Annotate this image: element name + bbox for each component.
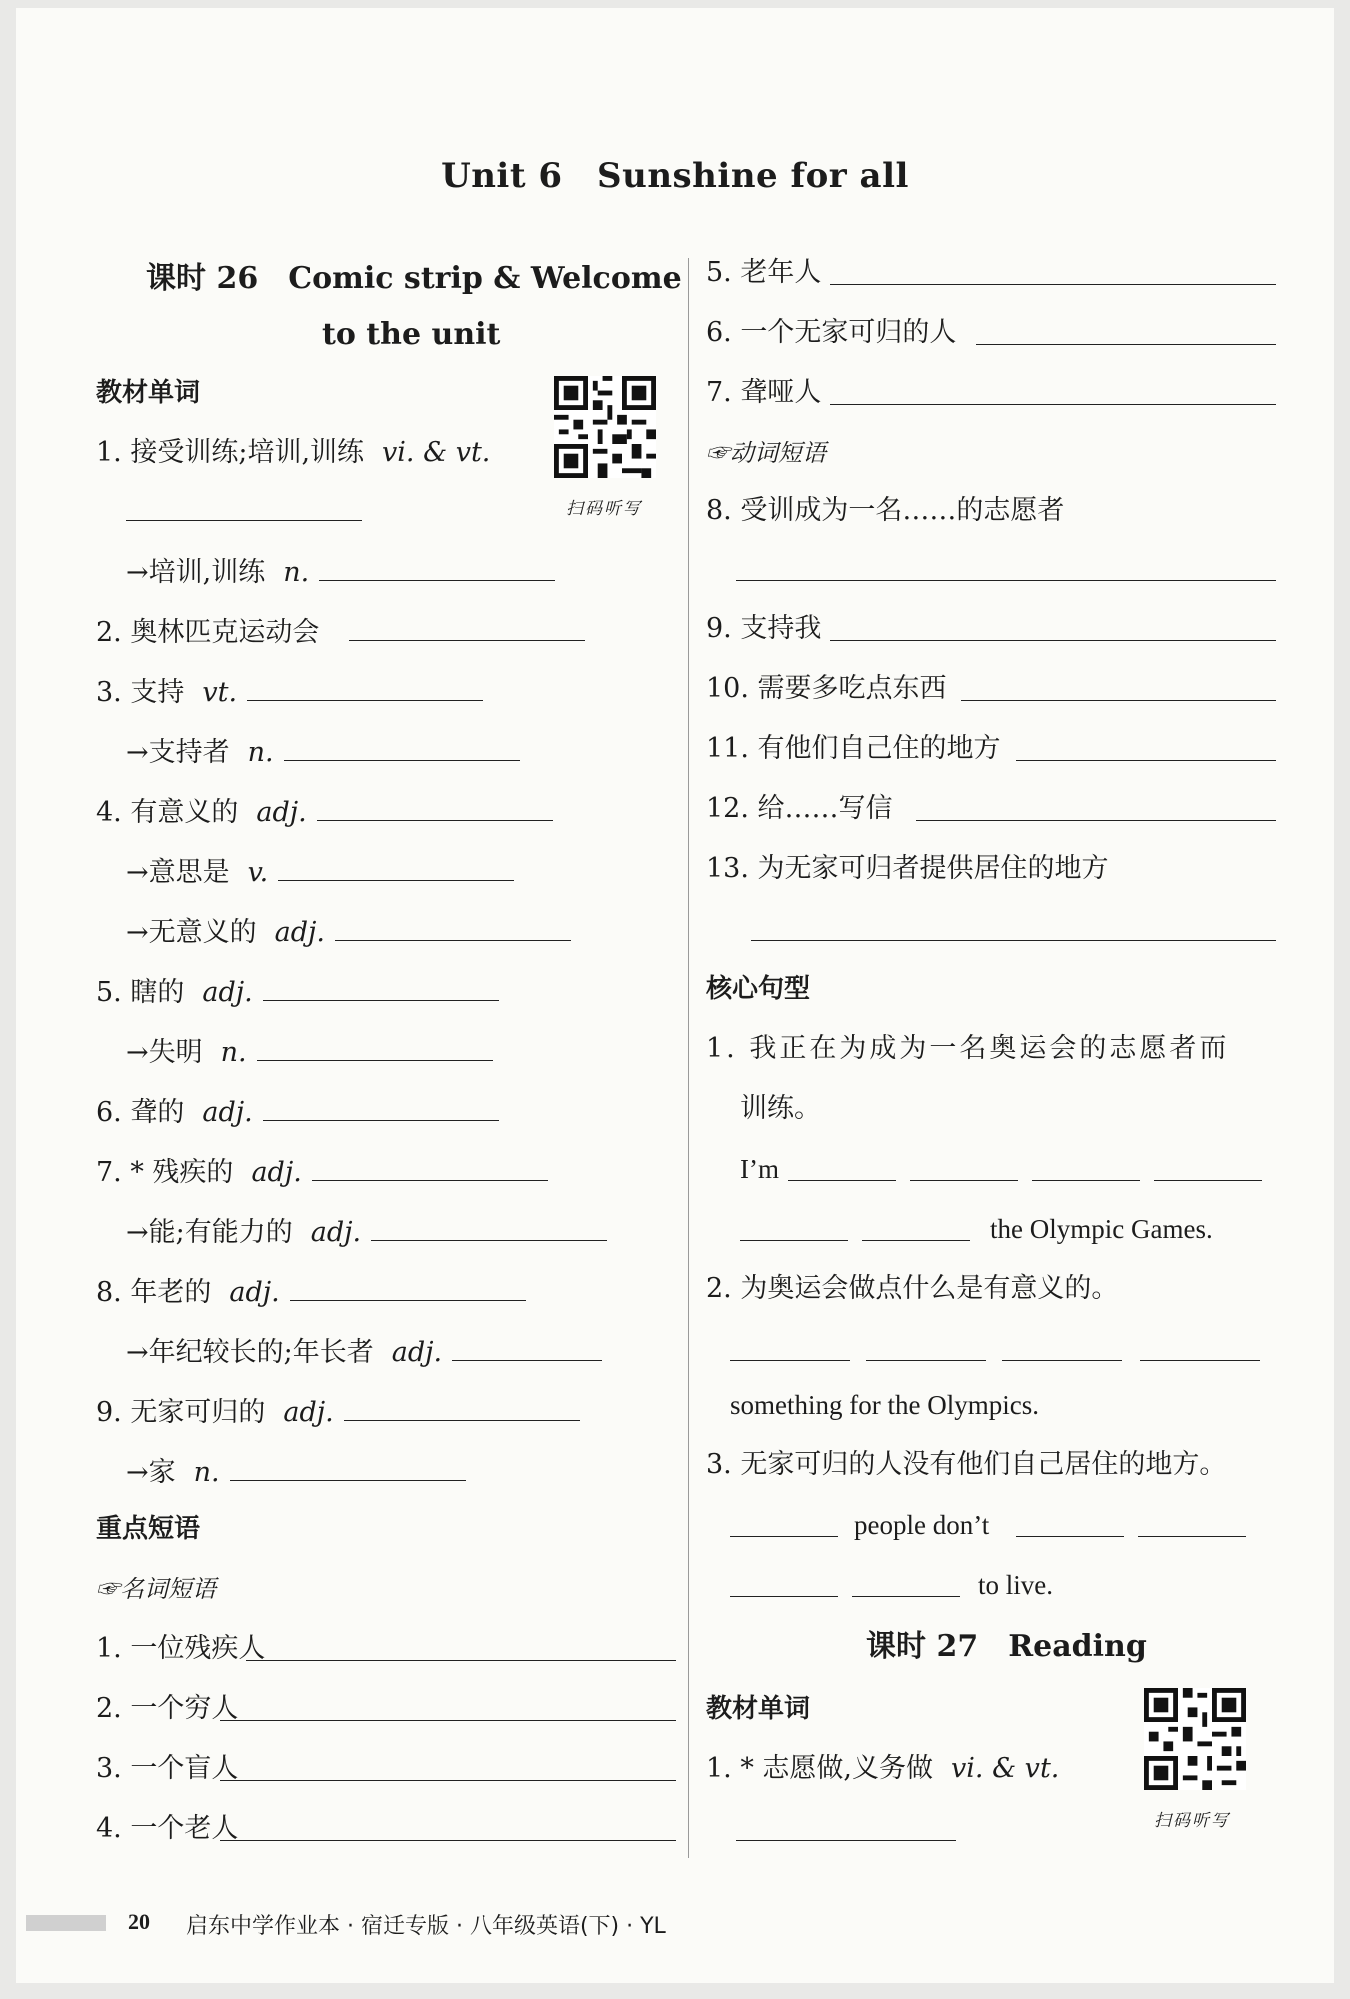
answer-blank[interactable] (1138, 1510, 1246, 1537)
sentence-1-cn-line2: 训练。 (740, 1093, 821, 1124)
noun-phrase-3: 3. 一个盲人 (96, 1754, 676, 1784)
footer-book-title: 启东中学作业本 · 宿迁专版 · 八年级英语(下) · YL (186, 1914, 666, 1939)
qr-code-icon[interactable] (554, 376, 656, 478)
lesson-26-title-line2: to the unit (322, 317, 501, 352)
answer-blank[interactable] (278, 854, 514, 881)
qr-code-icon[interactable] (1144, 1688, 1246, 1790)
answer-blank[interactable] (736, 1814, 956, 1841)
answer-blank[interactable] (730, 1570, 838, 1597)
answer-blank[interactable] (220, 1814, 676, 1841)
answer-blank[interactable] (751, 914, 1276, 941)
verb-phrase-11: 11. 有他们自己住的地方 (706, 734, 1276, 764)
noun-phrase-7: 7. 聋哑人 (706, 378, 1276, 408)
answer-blank[interactable] (1140, 1334, 1260, 1361)
answer-blank[interactable] (916, 794, 1276, 821)
vocab-item-8b: →年纪较长的;年长者 adj. (126, 1334, 602, 1368)
answer-blank[interactable] (263, 974, 499, 1001)
answer-blank[interactable] (284, 734, 520, 761)
lesson-26-title-line1: 课时 26 Comic strip & Welcome (146, 261, 682, 296)
answer-blank[interactable] (1032, 1154, 1140, 1181)
answer-blank[interactable] (290, 1274, 526, 1301)
answer-blank[interactable] (852, 1570, 960, 1597)
answer-blank[interactable] (230, 1454, 466, 1481)
vocab-27-heading: 教材单词 (706, 1694, 811, 1724)
answer-blank[interactable] (961, 674, 1276, 701)
page-footer (16, 1905, 1334, 1945)
vocab-item-1b: →培训,训练 n. (126, 554, 555, 588)
answer-blank[interactable] (862, 1214, 970, 1241)
answer-blank[interactable] (788, 1154, 896, 1181)
answer-blank[interactable] (319, 554, 555, 581)
answer-blank[interactable] (257, 1034, 493, 1061)
answer-blank[interactable] (740, 1214, 848, 1241)
noun-phrase-5: 5. 老年人 (706, 258, 1276, 288)
phrase-heading: 重点短语 (96, 1514, 201, 1544)
answer-blank[interactable] (1154, 1154, 1262, 1181)
qr-scan-label: 扫码听写 (566, 499, 642, 519)
vocab-item-7: 7. * 残疾的 adj. (96, 1154, 548, 1188)
answer-blank[interactable] (1016, 734, 1276, 761)
answer-blank[interactable] (1002, 1334, 1122, 1361)
answer-blank[interactable] (246, 1634, 676, 1661)
answer-blank[interactable] (866, 1334, 986, 1361)
answer-blank[interactable] (976, 318, 1276, 345)
vocab-item-8: 8. 年老的 adj. (96, 1274, 526, 1308)
vocab-item-9: 9. 无家可归的 adj. (96, 1394, 580, 1428)
vocab-item-1-answer (126, 494, 362, 528)
answer-blank[interactable] (349, 614, 585, 641)
verb-phrase-heading: ☞动词短语 (706, 439, 826, 467)
answer-blank[interactable] (344, 1394, 580, 1421)
noun-phrase-2: 2. 一个穷人 (96, 1694, 676, 1724)
answer-blank[interactable] (126, 494, 362, 521)
noun-phrase-6: 6. 一个无家可归的人 (706, 318, 1276, 348)
answer-blank[interactable] (371, 1214, 607, 1241)
vocab-27-item-1: 1. * 志愿做,义务做 vi. & vt. (706, 1753, 1060, 1784)
answer-blank[interactable] (736, 554, 1276, 581)
answer-blank[interactable] (730, 1510, 838, 1537)
noun-phrase-1: 1. 一位残疾人 (96, 1634, 676, 1664)
sentence-1-en-line1: I’m (740, 1154, 1276, 1184)
sentence-2-cn: 2. 为奥运会做点什么是有意义的。 (706, 1273, 1119, 1304)
vocab-item-5b: →失明 n. (126, 1034, 493, 1068)
answer-blank[interactable] (312, 1154, 548, 1181)
answer-blank[interactable] (910, 1154, 1018, 1181)
answer-blank[interactable] (220, 1694, 676, 1721)
answer-blank[interactable] (1016, 1510, 1124, 1537)
lesson-27-title: 课时 27 Reading (866, 1629, 1147, 1664)
vocab-item-1: 1. 接受训练;培训,训练 vi. & vt. (96, 437, 491, 468)
vocab-heading: 教材单词 (96, 378, 201, 408)
vocab-item-4: 4. 有意义的 adj. (96, 794, 553, 828)
verb-phrase-8: 8. 受训成为一名……的志愿者 (706, 495, 1065, 526)
sentence-3-cn: 3. 无家可归的人没有他们自己居住的地方。 (706, 1449, 1227, 1480)
answer-blank[interactable] (830, 614, 1276, 641)
unit-title: Unit 6 Sunshine for all (441, 156, 909, 196)
qr-scan-label: 扫码听写 (1154, 1811, 1230, 1831)
column-divider (688, 258, 689, 1858)
vocab-item-4c: →无意义的 adj. (126, 914, 571, 948)
vocab-item-3: 3. 支持 vt. (96, 674, 483, 708)
vocab-item-6: 6. 聋的 adj. (96, 1094, 499, 1128)
verb-phrase-10: 10. 需要多吃点东西 (706, 674, 1276, 704)
answer-blank[interactable] (220, 1754, 676, 1781)
page-number: 20 (128, 1909, 150, 1934)
vocab-item-2: 2. 奥林匹克运动会 (96, 614, 585, 648)
sentence-2-en-line2: something for the Olympics. (730, 1390, 1039, 1420)
noun-phrase-heading: ☞名词短语 (96, 1575, 216, 1603)
vocab-item-4b: →意思是 v. (126, 854, 514, 888)
sentence-heading: 核心句型 (706, 974, 811, 1004)
answer-blank[interactable] (730, 1334, 850, 1361)
answer-blank[interactable] (830, 258, 1276, 285)
answer-blank[interactable] (452, 1334, 602, 1361)
answer-blank[interactable] (335, 914, 571, 941)
vocab-item-7b: →能;有能力的 adj. (126, 1214, 607, 1248)
vocab-item-3b: →支持者 n. (126, 734, 520, 768)
workbook-page: Unit 6 Sunshine for all 课时 26 Comic strip & Welcome to the unit 教材单词 扫码听写 1. 接受训练;培训,训练 vi. & vt. →培训,训练 n. 2. 奥林匹克运动会 3. 支持 vt. →支持者 n. 4. 有意义的 adj. →意思是 v. →无意义的 adj. 5. 瞎的 adj. →失明 n. 6. 聋的 adj. 7. * 残疾的 adj. →能;有能力的 adj. 8. 年老的 adj. →年纪较长的;年长者 adj. 9. 无家可归的 adj. →家 n. 重点短语 ☞名词短语 1. 一位残疾人 2. 一个穷人 3. 一个盲人 4. 一个老人 5. 老年人 6. 一个无家可归的人 7. 聋哑人 ☞动词短语 8. 受训成为一名……的志愿者 9. 支持我 10. 需要多吃点东西 11. 有他们自己住的地方 12. 给……写信 13. 为无家可归者提供居住的地方 核心句型 1. 我正在为成为一名奥运会的志愿者而 训练。 I’m the Olympic Games. 2. 为奥运会做点什么是有意义的。 something for the Olympics. 3. 无家可归的人没有他们自己居住的地方。 people don’t to live. 课时 27 Reading 教材单词 扫码听写 1. * 志愿做,义务做 vi. & vt. 20 启东中学作业本 · 宿迁专版 · 八年级英语(下) · YL (16, 8, 1334, 1983)
verb-phrase-12: 12. 给……写信 (706, 794, 1276, 824)
verb-phrase-9: 9. 支持我 (706, 614, 1276, 644)
answer-blank[interactable] (247, 674, 483, 701)
sentence-1-cn-line1: 1. 我正在为成为一名奥运会的志愿者而 (706, 1033, 1230, 1064)
answer-blank[interactable] (830, 378, 1276, 405)
vocab-item-5: 5. 瞎的 adj. (96, 974, 499, 1008)
answer-blank[interactable] (263, 1094, 499, 1121)
vocab-item-9b: →家 n. (126, 1454, 466, 1488)
verb-phrase-13: 13. 为无家可归者提供居住的地方 (706, 853, 1109, 884)
answer-blank[interactable] (317, 794, 553, 821)
footer-decoration (26, 1915, 106, 1931)
noun-phrase-4: 4. 一个老人 (96, 1814, 676, 1844)
vocab-27-item-1-answer (736, 1814, 956, 1848)
